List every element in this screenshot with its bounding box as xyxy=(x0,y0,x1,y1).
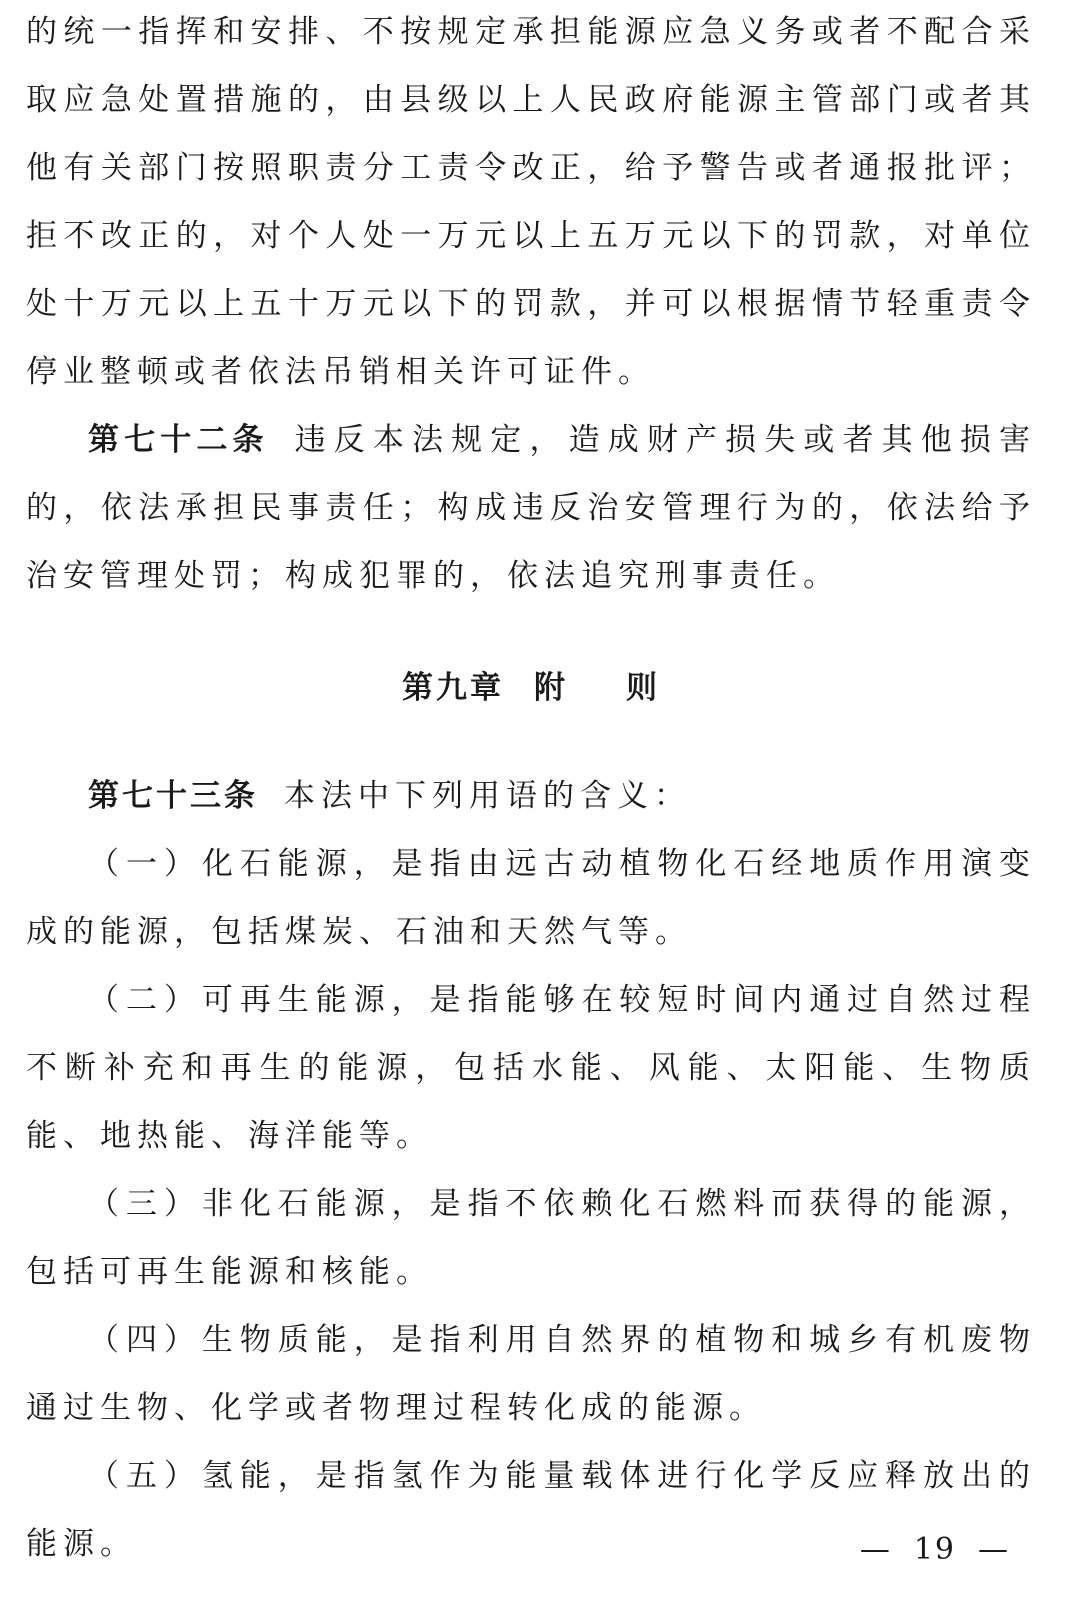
definition-item-1: （一）化石能源，是指由远古动植物化石经地质作用演变成的能源，包括煤炭、石油和天然气等。 xyxy=(26,846,1036,950)
definition-item-5: （五）氢能，是指氢作为能量载体进行化学反应释放出的能源。 xyxy=(26,1458,1036,1562)
page-number: 19 xyxy=(913,1532,956,1567)
chapter-number: 第九章 xyxy=(402,670,504,706)
page-number-footer xyxy=(838,1532,1032,1567)
page-number-dash-left: — xyxy=(859,1532,892,1567)
article-73-text: 本法中下列用语的含义： xyxy=(284,778,691,814)
chapter-heading xyxy=(26,654,1036,722)
definition-item-3: （三）非化石能源，是指不依赖化石燃料而获得的能源，包括可再生能源和核能。 xyxy=(26,1186,1036,1290)
chapter-title-char-2: 则 xyxy=(626,670,660,706)
definition-item-2: （二）可再生能源，是指能够在较短时间内通过自然过程不断补充和再生的能源，包括水能、风能、太阳能、生物质能、地热能、海洋能等。 xyxy=(26,982,1036,1154)
article-73-number: 第七十三条 xyxy=(88,778,258,814)
continuation-text: 的统一指挥和安排、不按规定承担能源应急义务或者不配合采取应急处置措施的，由县级以上人民政府能源主管部门或者其他有关部门按照职责分工责令改正，给予警告或者通报批评；拒不改正的，对个人处一万元以上五万元以下的罚款，对单位处十万元以上五十万元以下的罚款，并可以根据情节轻重责令停业整顿或者依法吊销相关许可证件。 xyxy=(26,14,1036,390)
definition-item-4: （四）生物质能，是指利用自然界的植物和城乡有机废物通过生物、化学或者物理过程转化成的能源。 xyxy=(26,1322,1036,1426)
document-page xyxy=(26,0,1036,1578)
article-72-number: 第七十二条 xyxy=(88,422,269,458)
chapter-title-char-1: 附 xyxy=(534,670,568,706)
continuation-paragraph xyxy=(26,0,1036,406)
article-73-paragraph xyxy=(26,762,1036,830)
article-72-paragraph xyxy=(26,406,1036,610)
article-72-text: 违反本法规定，造成财产损失或者其他损害的，依法承担民事责任；构成违反治安管理行为的，依法给予治安管理处罚；构成犯罪的，依法追究刑事责任。 xyxy=(26,422,1037,594)
page-number-dash-right: — xyxy=(978,1532,1010,1567)
